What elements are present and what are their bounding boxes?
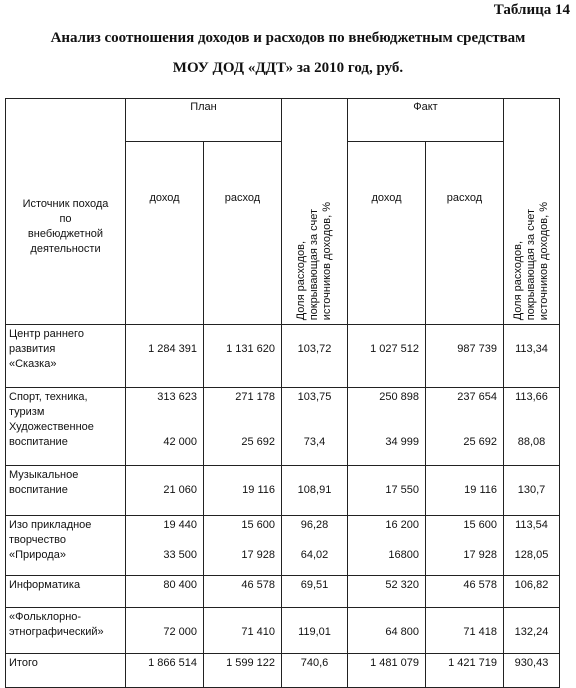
fact-income-cell bbox=[348, 654, 426, 688]
value-line: 1 027 512 bbox=[370, 343, 419, 355]
plan-share-cell bbox=[282, 608, 348, 654]
fact-expense-cell bbox=[426, 388, 504, 466]
source-name-line: воспитание bbox=[9, 484, 68, 496]
source-name-line: Информатика bbox=[9, 579, 81, 591]
source-name-line: Художественное bbox=[9, 421, 94, 433]
value-line: 16800 bbox=[388, 549, 419, 561]
value-line: 46 578 bbox=[463, 579, 497, 591]
value-line bbox=[426, 420, 497, 435]
table-row bbox=[6, 654, 560, 688]
value-line bbox=[204, 533, 275, 548]
plan-expense-cell bbox=[204, 516, 282, 576]
fact-share-cell bbox=[504, 466, 560, 516]
plan-share-header bbox=[282, 99, 348, 325]
plan-expense-cell bbox=[204, 576, 282, 608]
value-line: 930,43 bbox=[514, 657, 549, 669]
plan-expense-cell bbox=[204, 654, 282, 688]
fact-expense-cell bbox=[426, 576, 504, 608]
fact-income-cell bbox=[348, 388, 426, 466]
value-line: 71 410 bbox=[241, 626, 275, 638]
plan-expense-cell bbox=[204, 608, 282, 654]
value-line: 88,08 bbox=[517, 436, 546, 448]
value-line bbox=[504, 420, 559, 435]
plan-expense-cell bbox=[204, 325, 282, 388]
share-header-line: источников доходов, % bbox=[321, 201, 333, 320]
value-line: 132,24 bbox=[514, 626, 549, 638]
value-line: 69,51 bbox=[300, 579, 329, 591]
value-line: 113,34 bbox=[515, 343, 548, 355]
table-row bbox=[6, 325, 560, 388]
fact-share-cell bbox=[504, 325, 560, 388]
value-line: 64,02 bbox=[300, 549, 329, 561]
value-line bbox=[282, 420, 347, 435]
fact-share-cell bbox=[504, 576, 560, 608]
table-number: Таблица 14 bbox=[493, 2, 570, 18]
table-row bbox=[6, 576, 560, 608]
value-line bbox=[504, 405, 559, 420]
value-line: 250 898 bbox=[379, 391, 419, 403]
value-line: 15 600 bbox=[463, 519, 497, 531]
fact-expense-cell bbox=[426, 466, 504, 516]
plan-share-cell bbox=[282, 516, 348, 576]
plan-income-header: доход bbox=[126, 142, 204, 325]
value-line: 1 599 122 bbox=[226, 657, 275, 669]
source-name-line: Изо прикладное bbox=[9, 519, 92, 531]
value-line bbox=[348, 420, 419, 435]
value-line: 15 600 bbox=[241, 519, 275, 531]
value-line bbox=[126, 533, 197, 548]
value-line: 25 692 bbox=[241, 436, 275, 448]
source-name-line: Музыкальное bbox=[9, 469, 79, 481]
fact-income-cell bbox=[348, 466, 426, 516]
plan-income-cell bbox=[126, 388, 204, 466]
fact-expense-cell bbox=[426, 516, 504, 576]
source-name-line: «Фольклорно- bbox=[9, 611, 82, 623]
value-line: 64 800 bbox=[385, 626, 419, 638]
value-line: 19 440 bbox=[163, 519, 197, 531]
source-name-line: этнографический» bbox=[9, 626, 104, 638]
plan-share-cell bbox=[282, 466, 348, 516]
source-name-cell bbox=[6, 576, 126, 608]
share-header-line: покрывающая за счет bbox=[525, 208, 537, 320]
value-line bbox=[426, 405, 497, 420]
value-line: 987 739 bbox=[457, 343, 497, 355]
value-line bbox=[126, 405, 197, 420]
source-name-line: туризм bbox=[9, 406, 45, 418]
source-name-line: «Природа» bbox=[9, 549, 66, 561]
value-line: 103,72 bbox=[297, 343, 332, 355]
source-header bbox=[6, 99, 126, 325]
plan-income-cell bbox=[126, 466, 204, 516]
share-header-line: Доля расходов, bbox=[512, 240, 524, 320]
value-line: 33 500 bbox=[163, 549, 197, 561]
table-row bbox=[6, 466, 560, 516]
value-line: 16 200 bbox=[385, 519, 419, 531]
value-line: 113,54 bbox=[515, 519, 548, 531]
value-line bbox=[426, 533, 497, 548]
plan-share-cell bbox=[282, 325, 348, 388]
fact-expense-cell bbox=[426, 608, 504, 654]
source-name-line: воспитание bbox=[9, 436, 68, 448]
value-line: 17 928 bbox=[241, 549, 275, 561]
value-line: 271 178 bbox=[235, 391, 275, 403]
source-name-cell bbox=[6, 608, 126, 654]
fact-expense-header: расход bbox=[426, 142, 504, 325]
share-header-line: покрывающая за счет bbox=[308, 208, 320, 320]
value-line: 17 928 bbox=[463, 549, 497, 561]
source-name-cell bbox=[6, 388, 126, 466]
value-line: 80 400 bbox=[163, 579, 197, 591]
value-line: 46 578 bbox=[241, 579, 275, 591]
value-line: 128,05 bbox=[514, 549, 549, 561]
value-line: 42 000 bbox=[163, 436, 197, 448]
source-name-cell bbox=[6, 325, 126, 388]
plan-income-cell bbox=[126, 325, 204, 388]
source-name-line: творчество bbox=[9, 534, 66, 546]
value-line: 237 654 bbox=[457, 391, 497, 403]
plan-share-cell bbox=[282, 654, 348, 688]
income-expense-table bbox=[5, 98, 560, 688]
value-line: 1 131 620 bbox=[226, 343, 275, 355]
fact-income-header: доход bbox=[348, 142, 426, 325]
value-line: 1 284 391 bbox=[148, 343, 197, 355]
fact-income-cell bbox=[348, 576, 426, 608]
source-header-line: внебюджетной bbox=[27, 227, 104, 240]
source-name-line: развития bbox=[9, 343, 56, 355]
source-name-line: Итого bbox=[9, 657, 38, 669]
table-row bbox=[6, 608, 560, 654]
value-line: 96,28 bbox=[300, 519, 329, 531]
value-line: 740,6 bbox=[300, 657, 329, 669]
value-line: 103,75 bbox=[297, 391, 332, 403]
fact-header: Факт bbox=[348, 99, 504, 142]
value-line bbox=[282, 533, 347, 548]
fact-share-cell bbox=[504, 608, 560, 654]
value-line: 108,91 bbox=[297, 484, 332, 496]
value-line: 1 866 514 bbox=[148, 657, 197, 669]
table-row bbox=[6, 388, 560, 466]
value-line: 1 421 719 bbox=[448, 657, 497, 669]
fact-share-cell bbox=[504, 654, 560, 688]
source-header-line: Источник похода bbox=[22, 197, 109, 210]
value-line bbox=[126, 420, 197, 435]
value-line: 19 116 bbox=[464, 484, 497, 496]
table-row bbox=[6, 516, 560, 576]
plan-expense-cell bbox=[204, 466, 282, 516]
plan-share-cell bbox=[282, 576, 348, 608]
value-line: 52 320 bbox=[385, 579, 419, 591]
source-header-line: деятельности bbox=[30, 242, 101, 255]
value-line: 17 550 bbox=[385, 484, 419, 496]
value-line: 130,7 bbox=[517, 484, 546, 496]
fact-income-cell bbox=[348, 608, 426, 654]
value-line: 113,66 bbox=[515, 391, 548, 403]
plan-income-cell bbox=[126, 654, 204, 688]
value-line: 19 116 bbox=[242, 484, 275, 496]
fact-share-header bbox=[504, 99, 560, 325]
fact-expense-cell bbox=[426, 654, 504, 688]
value-line: 1 481 079 bbox=[370, 657, 419, 669]
table-title-line-1: Анализ соотношения доходов и расходов по внебюджетным средствам bbox=[50, 30, 526, 46]
value-line: 313 623 bbox=[157, 391, 197, 403]
plan-expense-cell bbox=[204, 388, 282, 466]
value-line bbox=[348, 533, 419, 548]
fact-share-cell bbox=[504, 516, 560, 576]
value-line bbox=[282, 405, 347, 420]
value-line: 34 999 bbox=[385, 436, 419, 448]
value-line: 21 060 bbox=[163, 484, 197, 496]
share-header-line: Доля расходов, bbox=[295, 240, 307, 320]
plan-income-cell bbox=[126, 608, 204, 654]
value-line bbox=[204, 420, 275, 435]
source-name-line: Спорт, техника, bbox=[9, 391, 88, 403]
header-row-groups bbox=[6, 99, 560, 142]
fact-income-cell bbox=[348, 516, 426, 576]
table-title-line-2: МОУ ДОД «ДДТ» за 2010 год, руб. bbox=[172, 60, 404, 76]
value-line bbox=[204, 405, 275, 420]
plan-expense-header: расход bbox=[204, 142, 282, 325]
plan-income-cell bbox=[126, 576, 204, 608]
source-name-cell bbox=[6, 654, 126, 688]
value-line: 25 692 bbox=[463, 436, 497, 448]
plan-header: План bbox=[126, 99, 282, 142]
plan-share-cell bbox=[282, 388, 348, 466]
fact-share-cell bbox=[504, 388, 560, 466]
fact-expense-cell bbox=[426, 325, 504, 388]
source-name-cell bbox=[6, 466, 126, 516]
value-line: 73,4 bbox=[303, 436, 326, 448]
share-header-line: источников доходов, % bbox=[538, 201, 550, 320]
value-line: 71 418 bbox=[463, 626, 497, 638]
source-name-line: Центр раннего bbox=[9, 328, 84, 340]
value-line bbox=[348, 405, 419, 420]
source-name-cell bbox=[6, 516, 126, 576]
plan-income-cell bbox=[126, 516, 204, 576]
fact-income-cell bbox=[348, 325, 426, 388]
value-line: 119,01 bbox=[298, 626, 331, 638]
value-line: 72 000 bbox=[163, 626, 197, 638]
value-line bbox=[504, 533, 559, 548]
source-name-line: «Сказка» bbox=[9, 358, 57, 370]
source-header-line: по bbox=[59, 212, 72, 225]
value-line: 106,82 bbox=[514, 579, 549, 591]
